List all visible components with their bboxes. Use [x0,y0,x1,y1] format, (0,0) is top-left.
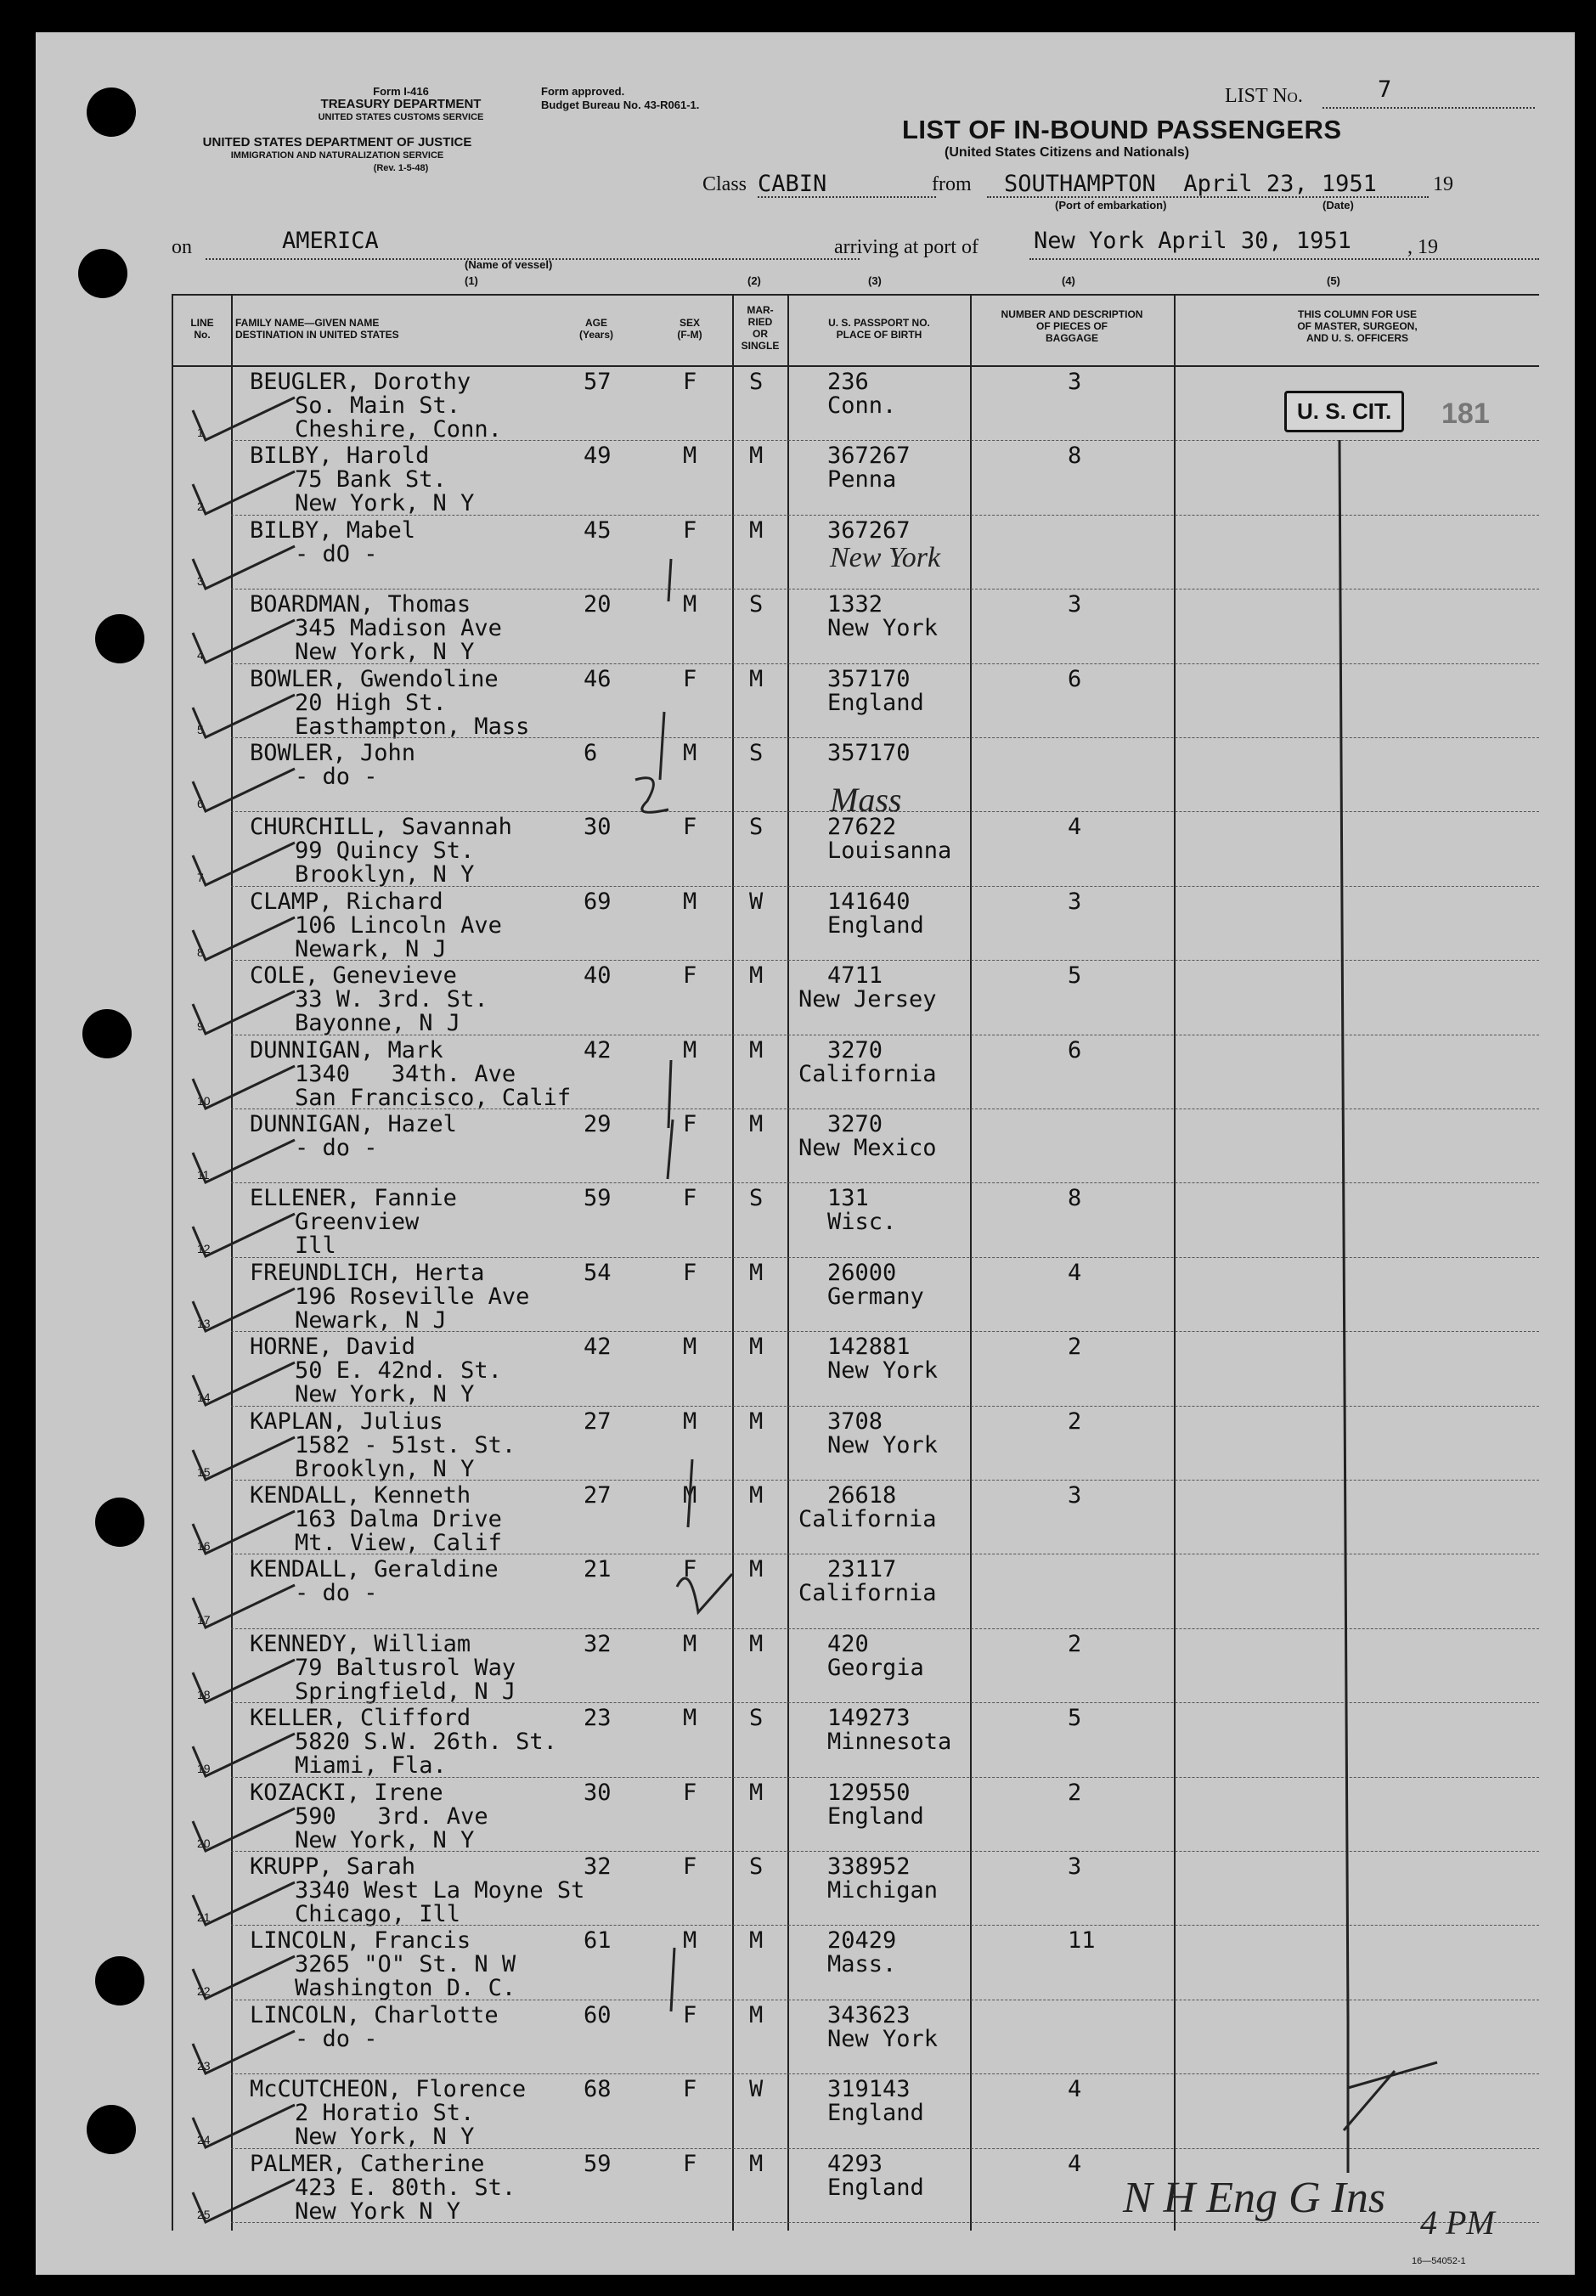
row-line-number: 24 [197,2133,211,2147]
passport-number: 338952 [827,1853,911,1880]
passport-number: 4293 [827,2150,883,2177]
row-line-number: 18 [197,1687,211,1701]
address-line-2: Newark, N J [295,935,447,962]
place-of-birth: New York [827,615,939,642]
class-label: Class [702,173,747,195]
row-line-number: 20 [197,1836,211,1850]
date-caption: (Date) [1322,199,1354,212]
passport-number: 129550 [827,1779,911,1806]
address-line-1: 345 Madison Ave [295,615,502,642]
col-num-5: (5) [1327,274,1340,287]
list-title: LIST OF IN-BOUND PASSENGERS [902,115,1342,144]
baggage-count: 5 [1068,962,1082,990]
handwritten-mass: Mass [830,781,902,819]
header-married: MAR- RIED OR SINGLE [741,304,780,352]
row-line-number: 5 [197,722,204,736]
marital-status: M [749,1036,764,1063]
address-line-1: 2 Horatio St. [295,2100,475,2127]
marital-status: S [749,369,764,395]
passenger-sex: F [683,962,697,990]
passenger-age: 32 [584,1630,612,1657]
handwritten-marks [36,32,1575,2275]
passenger-sex: M [683,1482,697,1509]
passenger-age: 59 [584,1185,612,1212]
passenger-age: 21 [584,1556,612,1583]
passenger-name: FREUNDLICH, Herta [250,1259,485,1286]
marital-status: M [749,1630,764,1657]
stamp-number: 181 [1441,398,1490,430]
passport-number: 236 [827,369,869,395]
justice-dept: UNITED STATES DEPARTMENT OF JUSTICE [202,135,472,149]
address-line-1: 50 E. 42nd. St. [295,1357,502,1385]
address-line-2: Springfield, N J [295,1678,516,1705]
row-line-number: 15 [197,1464,211,1479]
passenger-sex: M [683,1705,697,1732]
address-line-1: 106 Lincoln Ave [295,911,502,939]
passenger-name: DUNNIGAN, Mark [250,1036,443,1063]
address-line-1: 33 W. 3rd. St. [295,986,488,1013]
place-of-birth: Germany [827,1283,924,1310]
address-line-2: New York, N Y [295,1381,475,1408]
marital-status: W [749,2076,764,2103]
passport-number: 1332 [827,591,883,618]
marital-status: M [749,962,764,990]
marital-status: M [749,443,764,470]
port-caption: (Port of embarkation) [1055,199,1167,212]
handwritten-signature: N H Eng G Ins [1123,2174,1386,2222]
passenger-name: ELLENER, Fannie [250,1185,457,1212]
marital-status: M [749,2001,764,2028]
address-line-2: New York, N Y [295,2124,475,2151]
address-line-1: Greenview [295,1209,420,1236]
row-line-number: 2 [197,499,204,514]
passenger-sex: F [683,2150,697,2177]
marital-status: M [749,1927,764,1955]
year-suffix: 19 [1433,173,1453,195]
place-of-birth: Michigan [827,1877,939,1904]
passenger-sex: F [683,1779,697,1806]
from-label: from [932,173,972,195]
handwritten-new-york: New York [830,542,941,573]
col-num-4: (4) [1062,274,1075,287]
passenger-age: 68 [584,2076,612,2103]
row-line-number: 22 [197,1984,211,1999]
passenger-age: 30 [584,814,612,841]
marital-status: M [749,1779,764,1806]
address-line-2: Washington D. C. [295,1975,516,2002]
baggage-count: 3 [1068,591,1082,618]
baggage-count: 8 [1068,1185,1082,1212]
place-of-birth: Georgia [827,1654,924,1681]
passport-number: 142881 [827,1334,911,1361]
passport-number: 141640 [827,888,911,915]
header-passport: U. S. PASSPORT NO. PLACE OF BIRTH [828,317,930,341]
passenger-sex: M [683,888,697,915]
passenger-age: 45 [584,516,612,544]
passport-number: 131 [827,1185,869,1212]
address-line-1: 3340 West La Moyne St [295,1877,585,1904]
class-value: CABIN [758,171,827,197]
address-line-2: San Francisco, Calif [295,1084,572,1111]
passenger-name: BILBY, Mabel [250,516,416,544]
marital-status: S [749,814,764,841]
marital-status: M [749,1482,764,1509]
address-line-2: New York, N Y [295,490,475,517]
place-of-birth: Conn. [827,392,897,419]
passenger-sex: F [683,814,697,841]
passenger-sex: F [683,2001,697,2028]
place-of-birth: Mass. [827,1951,897,1978]
passport-number: 343623 [827,2001,911,2028]
passenger-age: 60 [584,2001,612,2028]
row-line-number: 6 [197,797,204,810]
arriving-label: arriving at port of [834,236,978,258]
passport-number: 420 [827,1630,869,1657]
baggage-count: 6 [1068,1036,1082,1063]
passenger-name: BOWLER, Gwendoline [250,665,499,692]
from-value: SOUTHAMPTON April 23, 1951 [1004,171,1377,197]
row-line-number: 21 [197,1910,211,1924]
on-label: on [172,236,192,258]
arriving-suffix: , 19 [1407,236,1438,258]
marital-status: M [749,1407,764,1435]
row-line-number: 8 [197,945,204,959]
address-line-1: 1340 34th. Ave [295,1060,516,1087]
marital-status: S [749,740,764,766]
header-officers: THIS COLUMN FOR USE OF MASTER, SURGEON, AND U. S. OFFICERS [1297,308,1418,344]
passenger-sex: F [683,1259,697,1286]
passport-number: 319143 [827,2076,911,2103]
place-of-birth: Wisc. [827,1209,897,1236]
address-line-2: New York, N Y [295,1826,475,1853]
place-of-birth: England [827,689,924,716]
baggage-count: 2 [1068,1334,1082,1361]
row-line-number: 14 [197,1391,211,1405]
marital-status: M [749,1334,764,1361]
passport-number: 357170 [827,740,911,766]
vessel-name: AMERICA [282,228,379,254]
place-of-birth: England [827,911,924,939]
place-of-birth: New York [827,1431,939,1458]
passenger-sex: F [683,1185,697,1212]
vessel-caption: (Name of vessel) [465,258,553,271]
address-line-1: 3265 "O" St. N W [295,1951,516,1978]
address-line-1: 590 3rd. Ave [295,1802,488,1830]
row-line-number: 7 [197,871,204,885]
marital-status: M [749,516,764,544]
manifest-page [36,32,1575,2275]
row-line-number: 1 [197,426,204,439]
row-line-number: 23 [197,2058,211,2073]
address-line-2: New York, N Y [295,639,475,666]
passenger-name: KELLER, Clifford [250,1705,471,1732]
marital-status: S [749,1185,764,1212]
passenger-sex: M [683,591,697,618]
address-line-2: Cheshire, Conn. [295,416,502,443]
passenger-name: McCUTCHEON, Florence [250,2076,527,2103]
address-line-1: 5820 S.W. 26th. St. [295,1729,557,1756]
baggage-count: 6 [1068,665,1082,692]
passenger-age: 49 [584,443,612,470]
passenger-sex: F [683,665,697,692]
list-no-label: LIST No. [1225,85,1303,107]
place-of-birth: New York [827,1357,939,1385]
passenger-age: 59 [584,2150,612,2177]
place-of-birth: New York [827,2025,939,2052]
marital-status: M [749,1259,764,1286]
passenger-name: PALMER, Catherine [250,2150,485,2177]
place-of-birth: New Mexico [798,1135,937,1161]
marital-status: M [749,1111,764,1137]
passenger-age: 69 [584,888,612,915]
row-line-number: 16 [197,1539,211,1553]
baggage-count: 4 [1068,2150,1082,2177]
address-line-2: Bayonne, N J [295,1010,461,1037]
passenger-age: 57 [584,369,612,395]
form-approved: Form approved. [541,85,625,98]
place-of-birth: Penna [827,466,897,494]
address-line-1: - do - [295,2025,378,2052]
baggage-count: 3 [1068,888,1082,915]
address-line-1: - do - [295,1580,378,1607]
place-of-birth: California [798,1506,937,1532]
passenger-name: KOZACKI, Irene [250,1779,443,1806]
passenger-name: LINCOLN, Charlotte [250,2001,499,2028]
passenger-age: 46 [584,665,612,692]
marital-status: M [749,1556,764,1583]
ins-service: IMMIGRATION AND NATURALIZATION SERVICE [230,150,444,161]
passenger-sex: M [683,443,697,470]
baggage-count: 2 [1068,1407,1082,1435]
passenger-name: KENNEDY, William [250,1630,471,1657]
passport-number: 149273 [827,1705,911,1732]
place-of-birth: England [827,2100,924,2127]
passenger-sex: M [683,1036,697,1063]
marital-status: S [749,1853,764,1880]
passenger-age: 40 [584,962,612,990]
address-line-1: 75 Bank St. [295,466,447,494]
address-line-2: Brooklyn, N Y [295,1455,475,1482]
address-line-1: 20 High St. [295,689,447,716]
baggage-count: 4 [1068,2076,1082,2103]
address-line-2: Mt. View, Calif [295,1530,502,1556]
marital-status: M [749,665,764,692]
passenger-sex: M [683,1927,697,1955]
baggage-count: 3 [1068,369,1082,395]
address-line-1: 79 Baltusrol Way [295,1654,516,1681]
passenger-age: 20 [584,591,612,618]
marital-status: W [749,888,764,915]
revision: (Rev. 1-5-48) [373,163,429,173]
place-of-birth: Louisanna [827,838,952,865]
arriving-value: New York April 30, 1951 [1034,228,1351,254]
address-line-2: Easthampton, Mass [295,713,530,740]
passport-number: 26000 [827,1259,897,1286]
passenger-sex: M [683,1407,697,1435]
baggage-count: 3 [1068,1853,1082,1880]
passenger-sex: F [683,1853,697,1880]
passenger-age: 23 [584,1705,612,1732]
place-of-birth: Minnesota [827,1729,952,1756]
passenger-age: 29 [584,1111,612,1137]
passport-number: 367267 [827,516,911,544]
us-citizen-stamp: U. S. CIT. [1284,391,1404,432]
passenger-age: 27 [584,1407,612,1435]
baggage-count: 8 [1068,443,1082,470]
form-number: Form I-416 [373,85,429,98]
budget-bureau: Budget Bureau No. 43-R061-1. [541,99,700,111]
place-of-birth: California [798,1060,937,1087]
row-line-number: 13 [197,1316,211,1330]
passenger-age: 54 [584,1259,612,1286]
passport-number: 357170 [827,665,911,692]
baggage-count: 2 [1068,1630,1082,1657]
address-line-2: Brooklyn, N Y [295,861,475,889]
passenger-name: BILBY, Harold [250,443,430,470]
address-line-1: - do - [295,764,378,790]
customs-service: UNITED STATES CUSTOMS SERVICE [318,112,484,122]
passenger-age: 61 [584,1927,612,1955]
address-line-2: Newark, N J [295,1306,447,1334]
passenger-name: COLE, Genevieve [250,962,457,990]
address-line-1: 99 Quincy St. [295,838,475,865]
passport-number: 4711 [827,962,883,990]
row-line-number: 17 [197,1613,211,1628]
passenger-age: 32 [584,1853,612,1880]
header-baggage: NUMBER AND DESCRIPTION OF PIECES OF BAGGAGE [1001,308,1143,344]
passport-number: 27622 [827,814,897,841]
passport-number: 26618 [827,1482,897,1509]
passenger-sex: M [683,740,697,766]
passenger-sex: F [683,1556,697,1583]
passenger-name: BEUGLER, Dorothy [250,369,471,395]
address-line-2: Miami, Fla. [295,1752,447,1780]
row-line-number: 4 [197,648,204,663]
place-of-birth: England [827,1802,924,1830]
col-num-3: (3) [868,274,882,287]
passenger-name: KRUPP, Sarah [250,1853,416,1880]
baggage-count: 2 [1068,1779,1082,1806]
marital-status: M [749,2150,764,2177]
passenger-name: LINCOLN, Francis [250,1927,471,1955]
passenger-name: KAPLAN, Julius [250,1407,443,1435]
passenger-sex: F [683,1111,697,1137]
address-line-1: - dO - [295,540,378,567]
place-of-birth: England [827,2174,924,2201]
baggage-count: 4 [1068,814,1082,841]
passport-number: 23117 [827,1556,897,1583]
passenger-age: 27 [584,1482,612,1509]
passenger-sex: M [683,1334,697,1361]
list-no-value: 7 [1378,76,1392,103]
baggage-count: 3 [1068,1482,1082,1509]
passenger-sex: F [683,516,697,544]
row-line-number: 11 [197,1168,210,1182]
header-name: FAMILY NAME—GIVEN NAME DESTINATION IN UNITED STATES [235,317,399,341]
marital-status: S [749,591,764,618]
baggage-count: 4 [1068,1259,1082,1286]
row-line-number: 10 [197,1093,211,1108]
passenger-age: 6 [584,740,598,766]
address-line-1: 163 Dalma Drive [295,1506,502,1532]
passenger-age: 42 [584,1036,612,1063]
header-line-no: LINE No. [190,317,214,341]
passenger-sex: M [683,1630,697,1657]
passenger-age: 30 [584,1779,612,1806]
passenger-sex: F [683,2076,697,2103]
passenger-name: DUNNIGAN, Hazel [250,1111,457,1137]
passenger-name: KENDALL, Kenneth [250,1482,471,1509]
passport-number: 3708 [827,1407,883,1435]
passport-number: 3270 [827,1111,883,1137]
address-line-1: - do - [295,1135,378,1161]
address-line-1: So. Main St. [295,392,461,419]
form-code: 16—54052-1 [1412,2256,1466,2266]
passport-number: 367267 [827,443,911,470]
header-age: AGE (Years) [578,317,614,341]
address-line-2: New York N Y [295,2197,461,2225]
place-of-birth: California [798,1580,937,1607]
address-line-2: Chicago, Ill [295,1901,461,1927]
row-line-number: 9 [197,1019,204,1034]
passenger-name: CLAMP, Richard [250,888,443,915]
passport-number: 20429 [827,1927,897,1955]
passenger-name: CHURCHILL, Savannah [250,814,512,841]
passenger-name: BOWLER, John [250,740,416,766]
header-sex: SEX (F-M) [677,317,702,341]
row-line-number: 25 [197,2207,211,2221]
address-line-1: 423 E. 80th. St. [295,2174,516,2201]
col-num-2: (2) [747,274,761,287]
marital-status: S [749,1705,764,1732]
passenger-name: BOARDMAN, Thomas [250,591,471,618]
treasury-dept: TREASURY DEPARTMENT [320,97,482,111]
baggage-count: 11 [1068,1927,1096,1955]
address-line-2: Ill [295,1233,336,1260]
row-line-number: 19 [197,1762,211,1776]
list-subtitle: (United States Citizens and Nationals) [945,145,1190,160]
row-line-number: 3 [197,573,204,588]
address-line-1: 196 Roseville Ave [295,1283,530,1310]
place-of-birth: New Jersey [798,986,937,1013]
baggage-count: 5 [1068,1705,1082,1732]
passenger-name: KENDALL, Geraldine [250,1556,499,1583]
passport-number: 3270 [827,1036,883,1063]
col-num-1: (1) [465,274,478,287]
passenger-sex: F [683,369,697,395]
row-line-number: 12 [197,1242,211,1256]
passenger-age: 42 [584,1334,612,1361]
passenger-name: HORNE, David [250,1334,416,1361]
handwritten-bottom-mark: 4 PM [1420,2203,1495,2242]
address-line-1: 1582 - 51st. St. [295,1431,516,1458]
